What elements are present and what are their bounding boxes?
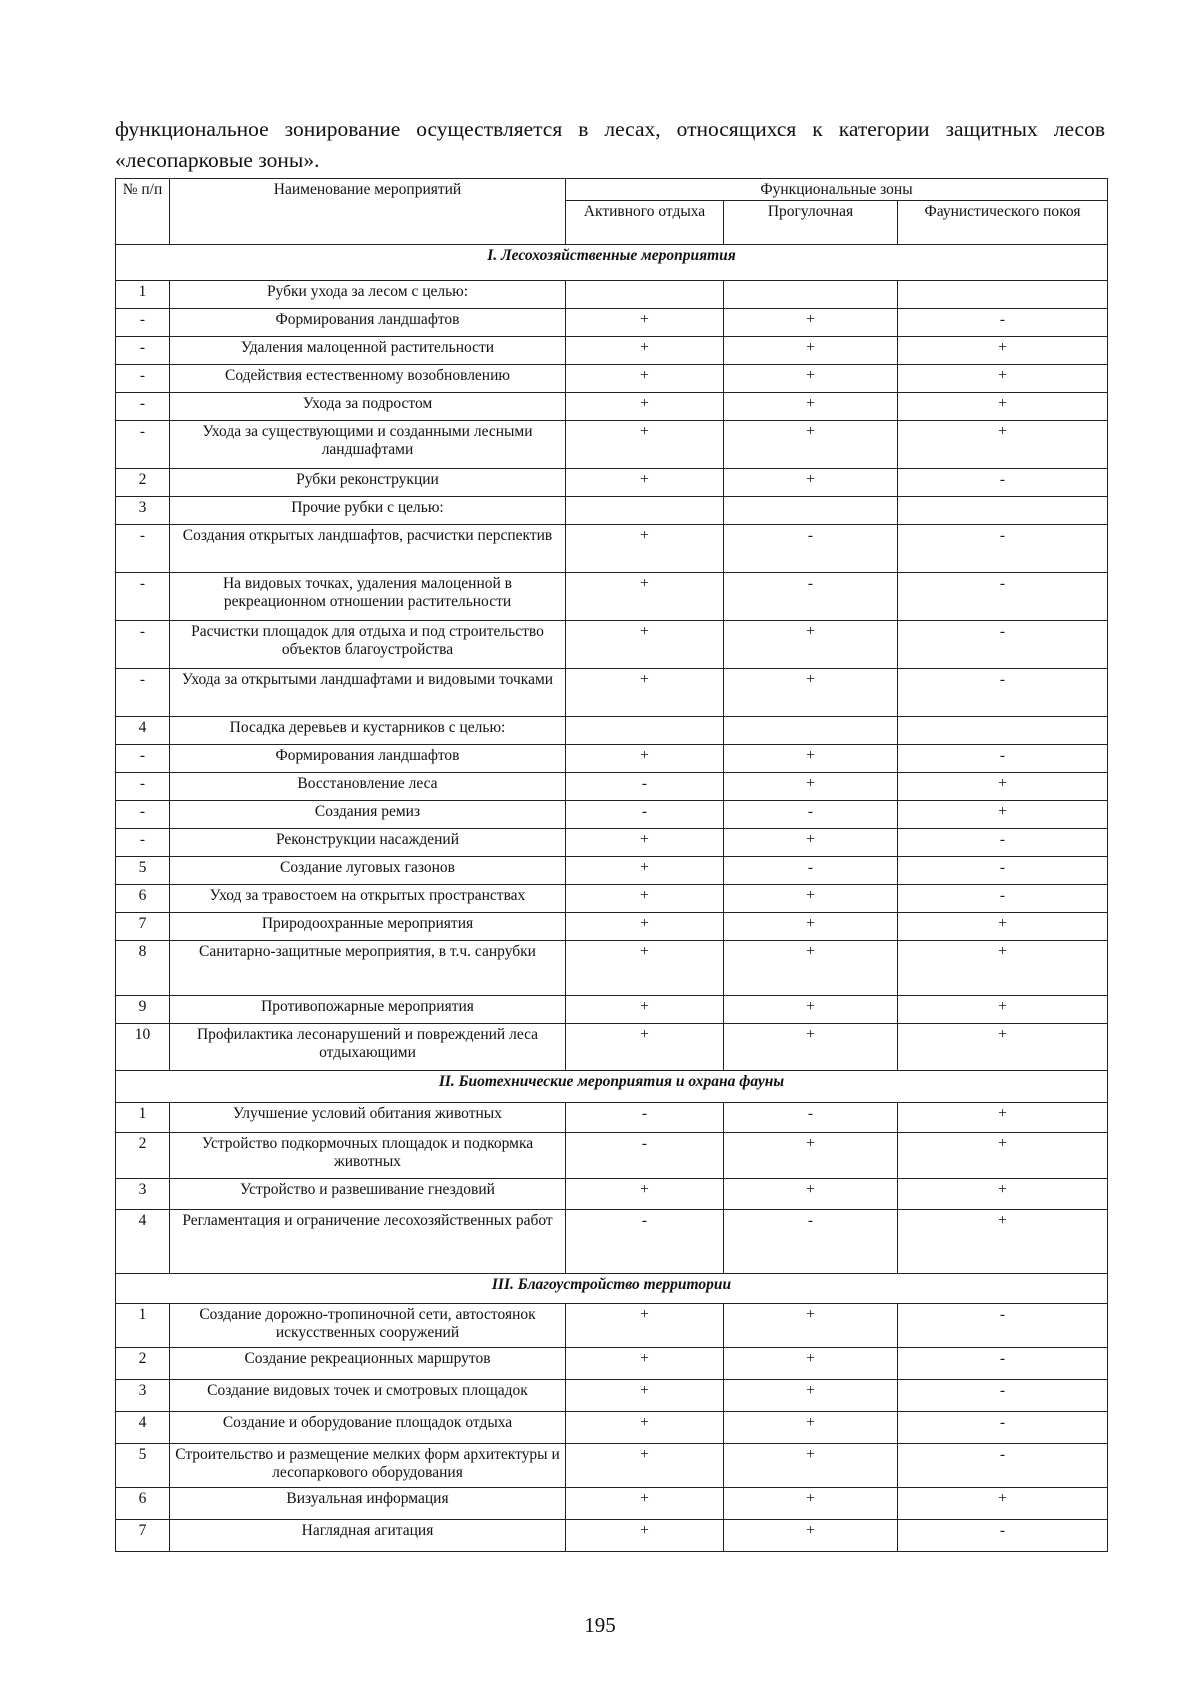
cell-walk-zone: + xyxy=(724,996,898,1024)
table-row xyxy=(116,717,1108,745)
functional-zones-table xyxy=(115,178,1108,1552)
row-activity-name: Рубки ухода за лесом с целью: xyxy=(170,281,566,309)
row-activity-name: Создание луговых газонов xyxy=(170,857,566,885)
row-number: - xyxy=(116,773,170,801)
cell-walk-zone: + xyxy=(724,469,898,497)
cell-walk-zone xyxy=(724,497,898,525)
row-number: - xyxy=(116,829,170,857)
table-row xyxy=(116,309,1108,337)
cell-active-zone: + xyxy=(566,745,724,773)
cell-active-zone: - xyxy=(566,1133,724,1179)
row-activity-name: Создание дорожно-тропиночной сети, автостоянок искусственных сооружений xyxy=(170,1304,566,1348)
table-row xyxy=(116,745,1108,773)
row-number: 10 xyxy=(116,1024,170,1071)
cell-fauna-zone: + xyxy=(898,1210,1108,1274)
cell-active-zone: + xyxy=(566,1444,724,1488)
row-number: - xyxy=(116,393,170,421)
cell-walk-zone: + xyxy=(724,1024,898,1071)
cell-fauna-zone: + xyxy=(898,773,1108,801)
cell-walk-zone: - xyxy=(724,1210,898,1274)
cell-walk-zone: - xyxy=(724,1103,898,1133)
header-name: Наименование мероприятий xyxy=(170,179,566,245)
row-number: - xyxy=(116,621,170,669)
table-row xyxy=(116,281,1108,309)
cell-fauna-zone: + xyxy=(898,1024,1108,1071)
cell-walk-zone: + xyxy=(724,913,898,941)
cell-active-zone: + xyxy=(566,913,724,941)
table-row xyxy=(116,801,1108,829)
cell-active-zone: + xyxy=(566,421,724,469)
row-number: - xyxy=(116,573,170,621)
cell-walk-zone: - xyxy=(724,857,898,885)
cell-fauna-zone: - xyxy=(898,621,1108,669)
intro-line-1: функциональное зонирование осуществляется в лесах, относящихся к категории защитных xyxy=(115,117,1038,141)
cell-active-zone xyxy=(566,717,724,745)
row-number: - xyxy=(116,337,170,365)
header-fauna-zone: Фаунистического покоя xyxy=(898,201,1108,245)
row-number: - xyxy=(116,421,170,469)
row-number: 7 xyxy=(116,913,170,941)
row-number: - xyxy=(116,309,170,337)
cell-active-zone: + xyxy=(566,621,724,669)
cell-walk-zone: + xyxy=(724,393,898,421)
row-number: 3 xyxy=(116,1380,170,1412)
cell-active-zone: + xyxy=(566,1380,724,1412)
row-number: 2 xyxy=(116,1133,170,1179)
cell-fauna-zone: - xyxy=(898,469,1108,497)
cell-active-zone: + xyxy=(566,309,724,337)
cell-active-zone: + xyxy=(566,1520,724,1552)
row-number: 3 xyxy=(116,497,170,525)
row-activity-name: Наглядная агитация xyxy=(170,1520,566,1552)
row-number: 2 xyxy=(116,1348,170,1380)
cell-walk-zone: + xyxy=(724,885,898,913)
table-row xyxy=(116,1304,1108,1348)
table-row xyxy=(116,1380,1108,1412)
row-number: 5 xyxy=(116,1444,170,1488)
row-number: 2 xyxy=(116,469,170,497)
cell-fauna-zone: + xyxy=(898,1179,1108,1210)
row-activity-name: Содействия естественному возобновлению xyxy=(170,365,566,393)
cell-active-zone: - xyxy=(566,1103,724,1133)
row-activity-name: Улучшение условий обитания животных xyxy=(170,1103,566,1133)
cell-walk-zone: + xyxy=(724,941,898,996)
cell-walk-zone: + xyxy=(724,309,898,337)
cell-walk-zone: - xyxy=(724,801,898,829)
table-row xyxy=(116,469,1108,497)
table-row xyxy=(116,365,1108,393)
table-row xyxy=(116,1488,1108,1520)
row-activity-name: На видовых точках, удаления малоценной в рекреационном отношении растительности xyxy=(170,573,566,621)
table-row xyxy=(116,497,1108,525)
cell-walk-zone: + xyxy=(724,365,898,393)
cell-active-zone: + xyxy=(566,996,724,1024)
row-number: 4 xyxy=(116,1210,170,1274)
cell-walk-zone: + xyxy=(724,773,898,801)
cell-active-zone: - xyxy=(566,1210,724,1274)
table-row xyxy=(116,1179,1108,1210)
row-activity-name: Формирования ландшафтов xyxy=(170,745,566,773)
cell-fauna-zone: + xyxy=(898,337,1108,365)
row-number: 6 xyxy=(116,1488,170,1520)
cell-fauna-zone: + xyxy=(898,1103,1108,1133)
row-activity-name: Создание и оборудование площадок отдыха xyxy=(170,1412,566,1444)
cell-walk-zone: + xyxy=(724,421,898,469)
table-row xyxy=(116,913,1108,941)
cell-fauna-zone: - xyxy=(898,829,1108,857)
table-row xyxy=(116,829,1108,857)
row-number: 5 xyxy=(116,857,170,885)
cell-fauna-zone: + xyxy=(898,1133,1108,1179)
table-header-row xyxy=(116,179,1108,201)
cell-fauna-zone: - xyxy=(898,669,1108,717)
row-activity-name: Устройство подкормочных площадок и подкормка животных xyxy=(170,1133,566,1179)
cell-active-zone: - xyxy=(566,773,724,801)
row-activity-name: Восстановление леса xyxy=(170,773,566,801)
cell-fauna-zone xyxy=(898,281,1108,309)
table-row xyxy=(116,337,1108,365)
row-activity-name: Визуальная информация xyxy=(170,1488,566,1520)
table-row xyxy=(116,1210,1108,1274)
table-row xyxy=(116,393,1108,421)
cell-fauna-zone: - xyxy=(898,857,1108,885)
cell-active-zone: + xyxy=(566,337,724,365)
table-row xyxy=(116,857,1108,885)
cell-fauna-zone: + xyxy=(898,365,1108,393)
cell-fauna-zone: + xyxy=(898,913,1108,941)
table-row xyxy=(116,1444,1108,1488)
cell-fauna-zone: + xyxy=(898,996,1108,1024)
table-row xyxy=(116,573,1108,621)
page-number: 195 xyxy=(584,1613,616,1637)
cell-active-zone: + xyxy=(566,1304,724,1348)
table-row xyxy=(116,621,1108,669)
cell-walk-zone: - xyxy=(724,525,898,573)
cell-active-zone: + xyxy=(566,1024,724,1071)
cell-walk-zone: + xyxy=(724,669,898,717)
row-number: - xyxy=(116,365,170,393)
section-header-row xyxy=(116,1071,1108,1103)
section-title: I. Лесохозяйственные мероприятия xyxy=(116,245,1108,281)
cell-active-zone: + xyxy=(566,1348,724,1380)
row-activity-name: Реконструкции насаждений xyxy=(170,829,566,857)
intro-paragraph xyxy=(115,114,1105,176)
table-row xyxy=(116,421,1108,469)
row-number: 9 xyxy=(116,996,170,1024)
cell-fauna-zone: - xyxy=(898,885,1108,913)
row-activity-name: Создание видовых точек и смотровых площадок xyxy=(170,1380,566,1412)
row-activity-name: Посадка деревьев и кустарников с целью: xyxy=(170,717,566,745)
row-activity-name: Создания ремиз xyxy=(170,801,566,829)
row-activity-name: Удаления малоценной растительности xyxy=(170,337,566,365)
header-walk-zone: Прогулочная xyxy=(724,201,898,245)
cell-walk-zone: + xyxy=(724,1412,898,1444)
cell-fauna-zone: + xyxy=(898,941,1108,996)
row-number: - xyxy=(116,525,170,573)
cell-walk-zone: + xyxy=(724,1348,898,1380)
row-number: 1 xyxy=(116,281,170,309)
row-activity-name: Природоохранные мероприятия xyxy=(170,913,566,941)
row-number: - xyxy=(116,669,170,717)
row-activity-name: Прочие рубки с целью: xyxy=(170,497,566,525)
row-activity-name: Формирования ландшафтов xyxy=(170,309,566,337)
cell-active-zone: + xyxy=(566,941,724,996)
row-activity-name: Строительство и размещение мелких форм архитектуры и лесопаркового оборудования xyxy=(170,1444,566,1488)
row-number: 4 xyxy=(116,1412,170,1444)
row-activity-name: Рубки реконструкции xyxy=(170,469,566,497)
row-activity-name: Регламентация и ограничение лесохозяйственных работ xyxy=(170,1210,566,1274)
cell-active-zone: + xyxy=(566,857,724,885)
table-row xyxy=(116,1024,1108,1071)
cell-fauna-zone: + xyxy=(898,801,1108,829)
cell-walk-zone: + xyxy=(724,829,898,857)
cell-walk-zone: + xyxy=(724,1304,898,1348)
row-activity-name: Профилактика лесонарушений и повреждений леса отдыхающими xyxy=(170,1024,566,1071)
row-number: - xyxy=(116,801,170,829)
cell-fauna-zone xyxy=(898,497,1108,525)
row-activity-name: Устройство и развешивание гнездовий xyxy=(170,1179,566,1210)
row-activity-name: Ухода за открытыми ландшафтами и видовыми точками xyxy=(170,669,566,717)
row-number: 7 xyxy=(116,1520,170,1552)
table-row xyxy=(116,525,1108,573)
cell-fauna-zone: - xyxy=(898,309,1108,337)
cell-walk-zone: + xyxy=(724,1488,898,1520)
cell-fauna-zone: - xyxy=(898,1304,1108,1348)
row-activity-name: Санитарно-защитные мероприятия, в т.ч. санрубки xyxy=(170,941,566,996)
section-title: II. Биотехнические мероприятия и охрана фауны xyxy=(116,1071,1108,1103)
header-active-zone: Активного отдыха xyxy=(566,201,724,245)
cell-walk-zone: + xyxy=(724,1444,898,1488)
cell-fauna-zone: - xyxy=(898,1520,1108,1552)
cell-active-zone: + xyxy=(566,829,724,857)
cell-active-zone xyxy=(566,497,724,525)
cell-fauna-zone: + xyxy=(898,393,1108,421)
cell-fauna-zone: - xyxy=(898,745,1108,773)
table-row xyxy=(116,1520,1108,1552)
cell-active-zone: + xyxy=(566,573,724,621)
table-row xyxy=(116,885,1108,913)
row-activity-name: Создание рекреационных маршрутов xyxy=(170,1348,566,1380)
intro-line-2: лесов «лесопарковые зоны». xyxy=(115,117,1105,172)
cell-fauna-zone: - xyxy=(898,1412,1108,1444)
row-activity-name: Создания открытых ландшафтов, расчистки перспектив xyxy=(170,525,566,573)
row-activity-name: Расчистки площадок для отдыха и под строительство объектов благоустройства xyxy=(170,621,566,669)
cell-fauna-zone: + xyxy=(898,421,1108,469)
row-activity-name: Ухода за существующими и созданными лесными ландшафтами xyxy=(170,421,566,469)
cell-active-zone: + xyxy=(566,885,724,913)
table-row xyxy=(116,1103,1108,1133)
table-row xyxy=(116,996,1108,1024)
table-row xyxy=(116,941,1108,996)
table-row xyxy=(116,1348,1108,1380)
cell-active-zone xyxy=(566,281,724,309)
cell-walk-zone: + xyxy=(724,1179,898,1210)
cell-active-zone: + xyxy=(566,1412,724,1444)
cell-fauna-zone: - xyxy=(898,525,1108,573)
row-number: 8 xyxy=(116,941,170,996)
cell-walk-zone: + xyxy=(724,1520,898,1552)
table-row xyxy=(116,1412,1108,1444)
cell-walk-zone: + xyxy=(724,1380,898,1412)
header-zones: Функциональные зоны xyxy=(566,179,1108,201)
row-activity-name: Противопожарные мероприятия xyxy=(170,996,566,1024)
cell-active-zone: + xyxy=(566,469,724,497)
section-header-row xyxy=(116,245,1108,281)
table-row xyxy=(116,1133,1108,1179)
cell-walk-zone: + xyxy=(724,1133,898,1179)
cell-walk-zone xyxy=(724,281,898,309)
row-number: 4 xyxy=(116,717,170,745)
cell-fauna-zone: - xyxy=(898,573,1108,621)
header-number: № п/п xyxy=(116,179,170,245)
cell-fauna-zone: - xyxy=(898,1380,1108,1412)
cell-fauna-zone xyxy=(898,717,1108,745)
cell-active-zone: + xyxy=(566,669,724,717)
table-row xyxy=(116,669,1108,717)
cell-walk-zone xyxy=(724,717,898,745)
row-number: 3 xyxy=(116,1179,170,1210)
cell-walk-zone: + xyxy=(724,337,898,365)
cell-active-zone: - xyxy=(566,801,724,829)
cell-active-zone: + xyxy=(566,365,724,393)
cell-fauna-zone: - xyxy=(898,1444,1108,1488)
cell-active-zone: + xyxy=(566,1488,724,1520)
row-activity-name: Уход за травостоем на открытых пространствах xyxy=(170,885,566,913)
row-activity-name: Ухода за подростом xyxy=(170,393,566,421)
cell-active-zone: + xyxy=(566,1179,724,1210)
cell-active-zone: + xyxy=(566,525,724,573)
row-number: 6 xyxy=(116,885,170,913)
row-number: 1 xyxy=(116,1103,170,1133)
cell-fauna-zone: - xyxy=(898,1348,1108,1380)
cell-active-zone: + xyxy=(566,393,724,421)
table-row xyxy=(116,773,1108,801)
cell-fauna-zone: + xyxy=(898,1488,1108,1520)
cell-walk-zone: - xyxy=(724,573,898,621)
row-number: 1 xyxy=(116,1304,170,1348)
section-title: III. Благоустройство территории xyxy=(116,1274,1108,1304)
section-header-row xyxy=(116,1274,1108,1304)
row-number: - xyxy=(116,745,170,773)
cell-walk-zone: + xyxy=(724,621,898,669)
cell-walk-zone: + xyxy=(724,745,898,773)
